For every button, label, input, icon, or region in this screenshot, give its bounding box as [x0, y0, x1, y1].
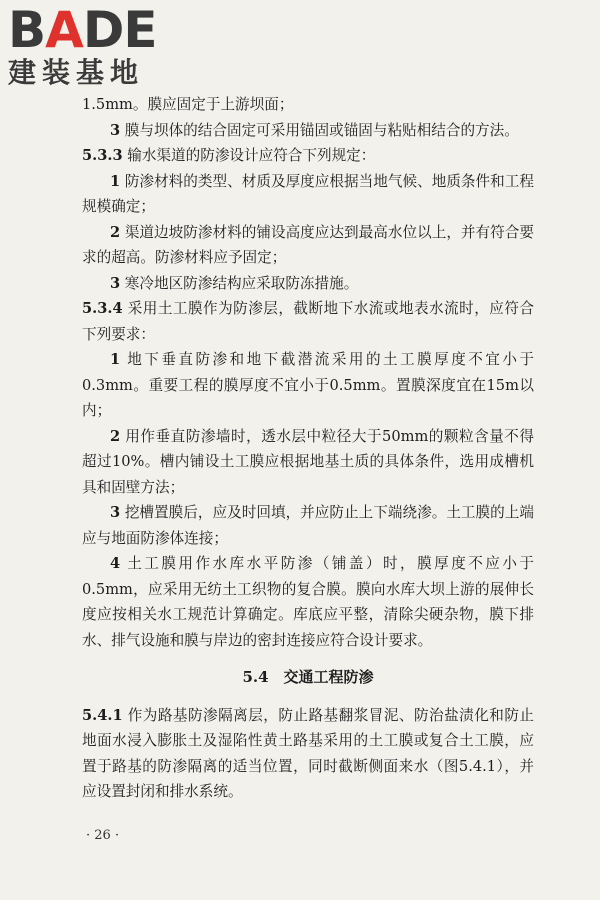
clause-number: 5.4 [242, 668, 269, 686]
clause-number: 3 [110, 121, 121, 139]
paragraph [82, 551, 534, 653]
clause-number: 2 [110, 427, 121, 445]
clause-number: 4 [110, 555, 121, 572]
paragraph-text: 交通工程防渗 [268, 668, 374, 686]
paragraph [82, 424, 534, 501]
paragraph-text: 作为路基防渗隔离层，防止路基翻浆冒泥、防治盐渍化和防止地面水浸入膨胀土及湿陷性黄土路基采用的土工膜或复合土工膜，应置于路基的防渗隔离的适当位置，同时截断侧面来水（图5.4.1），并应设置封闭和排水系统。 [82, 706, 534, 800]
paragraph-text: 用作垂直防渗墙时，透水层中粒径大于50mm的颗粒含量不得超过10%。槽内铺设土工膜应根据地基土质的具体条件，选用成槽机具和固壁方法； [82, 427, 534, 496]
clause-number: 5.3.4 [82, 300, 123, 317]
paragraph-text: 1.5mm。膜应固定于上游坝面； [82, 96, 294, 113]
document-body [82, 92, 534, 805]
logo-wordmark: BADE [8, 1, 157, 59]
clause-number: 2 [110, 223, 121, 241]
clause-number: 5.4.1 [82, 706, 123, 724]
clause-number: 1 [110, 172, 121, 190]
paragraph-text: 寒冷地区防渗结构应采取防冻措施。 [120, 274, 359, 292]
clause-number: 3 [110, 274, 121, 292]
bade-logo [8, 1, 178, 89]
paragraph-text: 输水渠道的防渗设计应符合下列规定： [122, 147, 376, 164]
paragraph-text: 挖槽置膜后，应及时回填，并应防止上下端绕渗。土工膜的上端应与地面防渗体连接； [82, 504, 534, 547]
paragraph-text: 膜与坝体的结合固定可采用锚固或锚固与粘贴相结合的方法。 [120, 121, 519, 139]
clause-number: 5.3.3 [82, 147, 123, 164]
paragraph [82, 143, 534, 169]
paragraph [82, 118, 534, 144]
paragraph [82, 220, 534, 271]
paragraph-text: 土工膜用作水库水平防渗（铺盖）时，膜厚度不应小于0.5mm，应采用无纺土工织物的复合膜。膜向水库大坝上游的展伸长度应按相关水工规范计算确定。库底应平整，清除尖硬杂物，膜下排水、排气设施和膜与岸边的密封连接应符合设计要求。 [82, 555, 534, 649]
paragraph [82, 500, 534, 551]
paragraph [82, 169, 534, 220]
section-heading [82, 665, 534, 691]
paragraph-text: 防渗材料的类型、材质及厚度应根据当地气候、地质条件和工程规模确定； [82, 172, 534, 215]
paragraph [82, 296, 534, 347]
paragraph-text: 渠道边坡防渗材料的铺设高度应达到最高水位以上，并有符合要求的超高。防渗材料应予固定； [82, 223, 534, 266]
paragraph [82, 703, 534, 805]
paragraph [82, 92, 534, 118]
page-number: · 26 · [86, 828, 120, 843]
paragraph [82, 347, 534, 424]
paragraph-text: 地下垂直防渗和地下截潜流采用的土工膜厚度不宜小于0.3mm。重要工程的膜厚度不宜小于0.5mm。置膜深度宜在15m以内； [82, 351, 534, 419]
paragraph [82, 271, 534, 297]
paragraph-text: 采用土工膜作为防渗层，截断地下水流或地表水流时，应符合下列要求： [82, 300, 534, 343]
clause-number: 3 [110, 504, 121, 521]
clause-number: 1 [110, 351, 121, 368]
logo-subtitle: 建装基地 [8, 56, 145, 89]
